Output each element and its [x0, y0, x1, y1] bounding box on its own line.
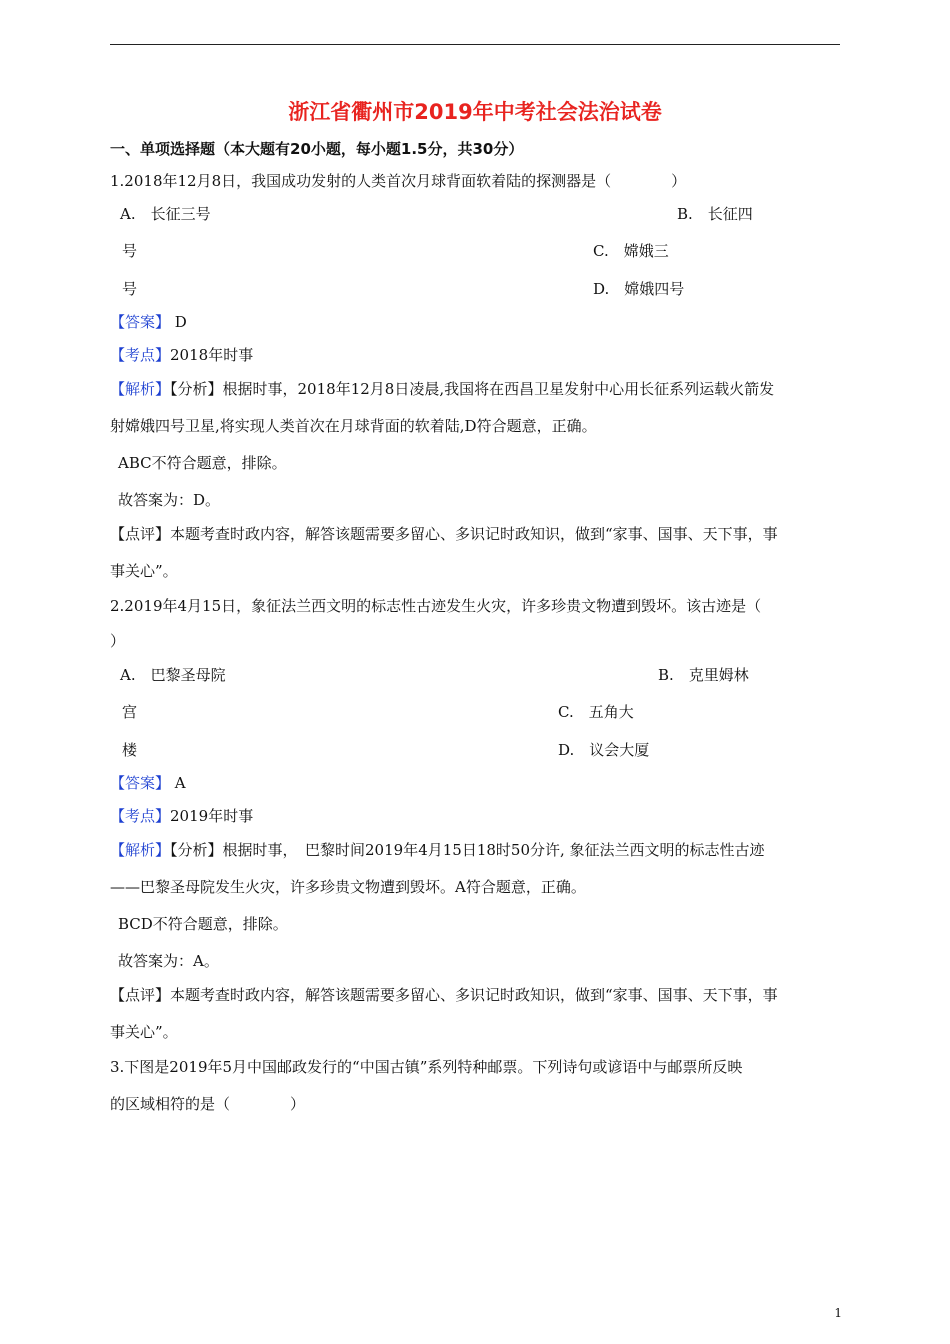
analysis-tag: 【解析】 — [110, 380, 171, 398]
q2-option-a: A. 巴黎圣母院 — [120, 666, 226, 684]
answer-value: D — [170, 313, 187, 331]
document-title: 浙江省衢州市2019年中考社会法治试卷 — [288, 100, 662, 124]
q1-analysis-line-4: 故答案为：D。 — [118, 491, 221, 509]
analysis-tag: 【解析】 — [110, 841, 171, 859]
q3-stem-line-2: 的区域相符的是（ ） — [110, 1095, 306, 1113]
point-value: 2018年时事 — [170, 346, 254, 364]
q1-stem: 1.2018年12月8日，我国成功发射的人类首次月球背面软着陆的探测器是（ ） — [110, 172, 687, 190]
answer-tag: 【答案】 — [110, 313, 171, 331]
q2-option-b: B. 克里姆林 — [658, 666, 749, 684]
q2-analysis-line-4: 故答案为：A。 — [118, 952, 219, 970]
q1-analysis-line-1 — [110, 379, 774, 399]
q2-point — [110, 806, 253, 826]
analysis-text: 【分析】根据时事， 巴黎时间2019年4月15日18时50分许, 象征法兰西文明的标志性古迹 — [170, 841, 765, 859]
point-tag: 【考点】 — [110, 346, 171, 364]
point-tag: 【考点】 — [110, 807, 171, 825]
q2-option-c: C. 五角大 — [558, 703, 634, 721]
answer-tag: 【答案】 — [110, 774, 171, 792]
q2-option-b-cont: 宫 — [122, 703, 138, 721]
page-number: 1 — [834, 1306, 842, 1320]
q1-comment-line-2: 事关心”。 — [110, 562, 178, 580]
q2-comment-line-2: 事关心”。 — [110, 1023, 178, 1041]
q1-option-b-cont: 号 — [122, 242, 138, 260]
q1-option-a: A. 长征三号 — [120, 205, 211, 223]
q1-option-c: C. 嫦娥三 — [593, 242, 669, 260]
q2-option-d: D. 议会大厦 — [558, 741, 650, 759]
q2-analysis-line-3: BCD不符合题意，排除。 — [118, 915, 288, 933]
q2-comment-line-1: 【点评】本题考查时政内容，解答该题需要多留心、多识记时政知识，做到“家事、国事、天下事，事 — [110, 986, 778, 1004]
point-value: 2019年时事 — [170, 807, 254, 825]
q2-analysis-line-1 — [110, 840, 765, 860]
analysis-text: 【分析】根据时事，2018年12月8日凌晨,我国将在西昌卫星发射中心用长征系列运载火箭发 — [170, 380, 775, 398]
q1-analysis-line-3: ABC不符合题意，排除。 — [118, 454, 287, 472]
q2-answer — [110, 773, 186, 793]
q1-point — [110, 345, 253, 365]
q2-analysis-line-2: ——巴黎圣母院发生火灾，许多珍贵文物遭到毁坏。A符合题意，正确。 — [110, 878, 586, 896]
q2-stem-line-2: ） — [110, 632, 126, 650]
q2-option-c-cont: 楼 — [122, 741, 138, 759]
q1-answer — [110, 312, 187, 332]
header-rule — [110, 44, 840, 45]
q2-stem-line-1: 2.2019年4月15日，象征法兰西文明的标志性古迹发生火灾，许多珍贵文物遭到毁坏。该古迹是（ — [110, 597, 762, 615]
q3-stem-line-1: 3.下图是2019年5月中国邮政发行的“中国古镇”系列特种邮票。下列诗句或谚语中与邮票所反映 — [110, 1058, 743, 1076]
q1-comment-line-1: 【点评】本题考查时政内容，解答该题需要多留心、多识记时政知识，做到“家事、国事、天下事，事 — [110, 525, 778, 543]
q1-analysis-line-2: 射嫦娥四号卫星,将实现人类首次在月球背面的软着陆,D符合题意，正确。 — [110, 417, 597, 435]
q1-option-c-cont: 号 — [122, 280, 138, 298]
q1-option-d: D. 嫦娥四号 — [593, 280, 685, 298]
answer-value: A — [170, 774, 186, 792]
q1-option-b: B. 长征四 — [677, 205, 753, 223]
section-heading: 一、单项选择题（本大题有20小题，每小题1.5分，共30分） — [110, 140, 524, 158]
